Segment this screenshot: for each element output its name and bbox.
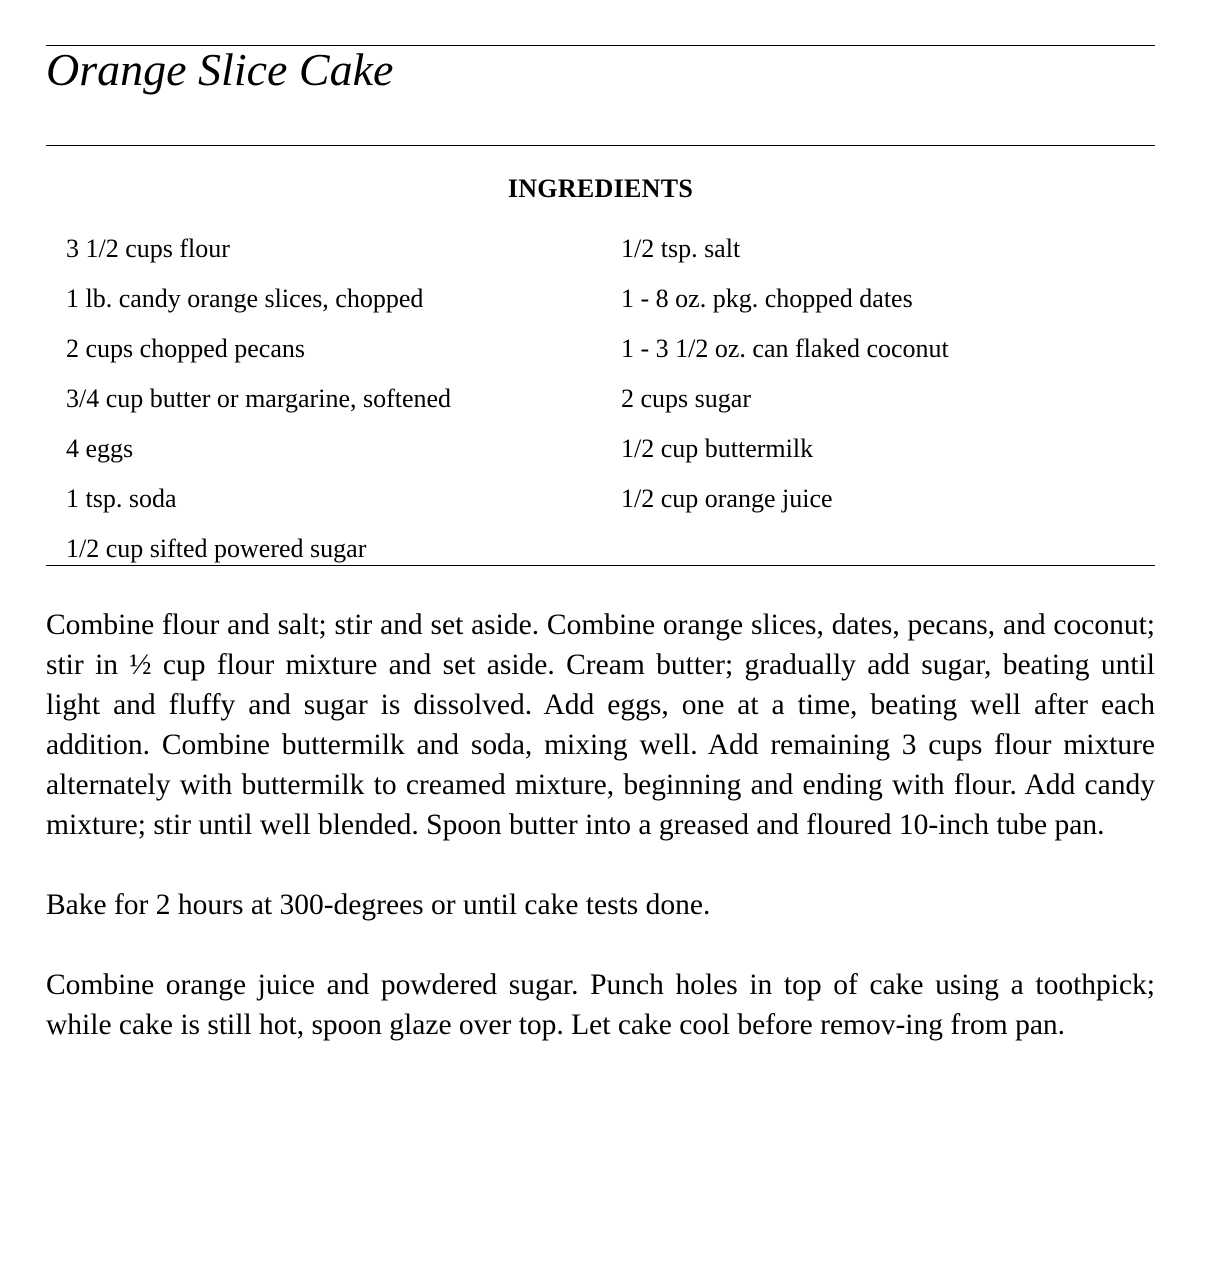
ingredient-item: 1 - 8 oz. pkg. chopped dates	[621, 284, 913, 313]
ingredient-item: 2 cups chopped pecans	[66, 334, 305, 363]
direction-paragraph: Combine flour and salt; stir and set aside. Combine orange slices, dates, pecans, and coconut; stir in ½ cup flour mixture and set aside. Cream butter; gradually add sugar, beating until light and fluffy and sugar is dissolved. Add eggs, one at a time, beating well after each addition. Combine buttermilk and soda, mixing well. Add remaining 3 cups flour mixture alternately with buttermilk to creamed mixture, beginning and ending with flour. Add candy mixture; stir until well blended. Spoon butter into a greased and floured 10-inch tube pan.	[46, 609, 1155, 841]
ingredient-item: 2 cups sugar	[621, 384, 751, 413]
ingredient-item: 4 eggs	[66, 434, 134, 463]
ingredient-item: 1/2 cup sifted powered sugar	[66, 534, 367, 563]
ingredients-divider	[46, 565, 1155, 566]
ingredients-left-column	[66, 224, 451, 574]
ingredients-heading: INGREDIENTS	[507, 174, 694, 203]
ingredients-right-column	[621, 224, 949, 524]
direction-paragraph: Combine orange juice and powdered sugar. Punch holes in top of cake using a toothpick; while cake is still hot, spoon glaze over top. Let cake cool before remov-ing from pan.	[46, 969, 1155, 1041]
ingredient-item: 1 tsp. soda	[66, 484, 177, 513]
ingredient-item: 1/2 cup orange juice	[621, 484, 833, 513]
ingredient-item: 3/4 cup butter or margarine, softened	[66, 384, 452, 413]
ingredient-item: 1 lb. candy orange slices, chopped	[66, 284, 424, 313]
directions	[46, 605, 1155, 1085]
ingredient-item: 1/2 tsp. salt	[621, 234, 741, 263]
ingredient-item: 3 1/2 cups flour	[66, 234, 230, 263]
recipe-title: Orange Slice Cake	[46, 44, 394, 95]
title-divider	[46, 145, 1155, 146]
recipe-page	[46, 0, 1155, 1267]
ingredient-item: 1/2 cup buttermilk	[621, 434, 814, 463]
ingredient-item: 1 - 3 1/2 oz. can flaked coconut	[621, 334, 949, 363]
direction-paragraph: Bake for 2 hours at 300-degrees or until cake tests done.	[46, 889, 711, 921]
